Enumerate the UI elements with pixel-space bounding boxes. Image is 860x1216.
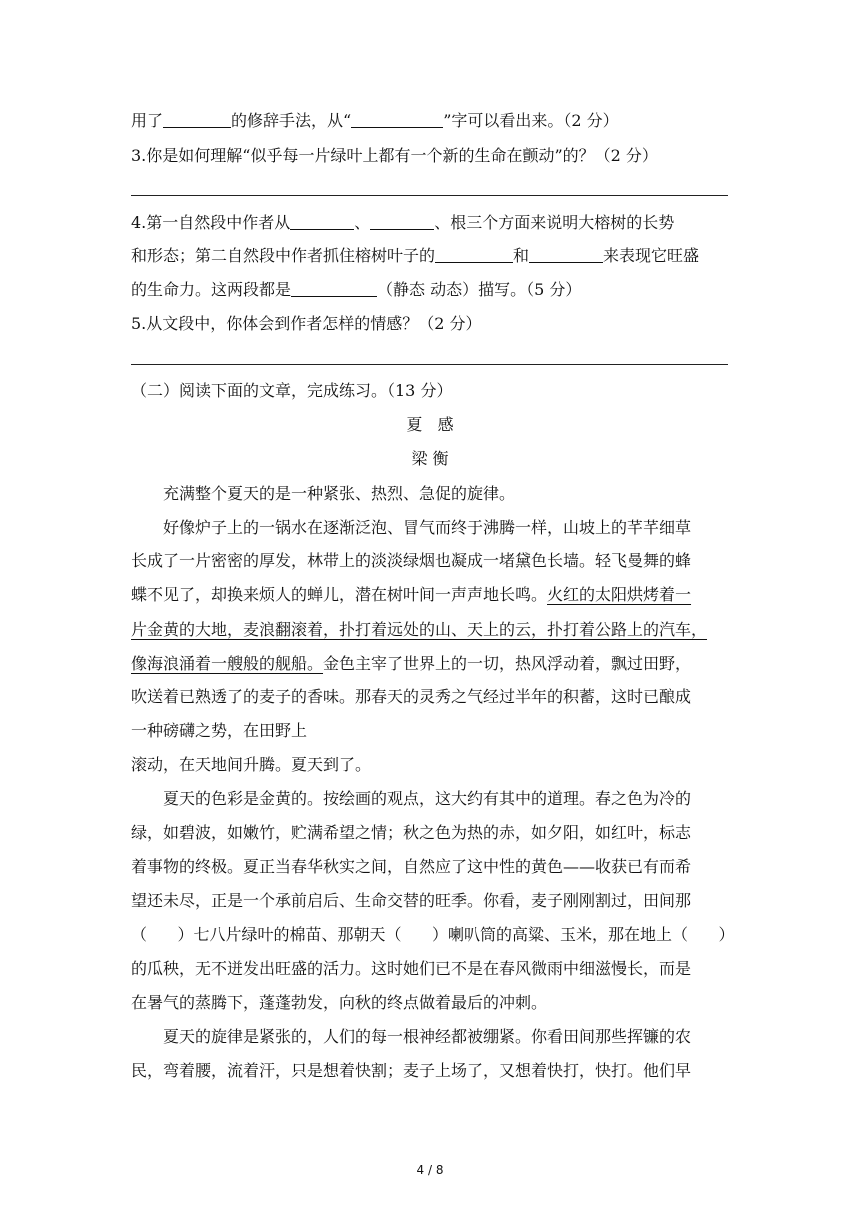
- q2-text-c: ”字可以看出来。（2 分）: [443, 111, 619, 130]
- answer-line-q3[interactable]: [131, 195, 728, 196]
- paragraph-line: 的瓜秧，无不迸发出旺盛的活力。这时她们已不是在春风微雨中细滋慢长，而是: [131, 959, 692, 978]
- q4-text: 来表现它旺盛: [603, 246, 700, 265]
- answer-blank[interactable]: [290, 213, 354, 230]
- paragraph-line: 滚动，在天地间升腾。夏天到了。: [131, 755, 372, 774]
- paragraph-line: 夏天的色彩是金黄的。按绘画的观点，这大约有其中的道理。春之色为冷的: [163, 789, 692, 808]
- q4-text: 、根三个方面来说明大榕树的长势: [434, 213, 675, 232]
- q2-tail-line: [131, 110, 619, 132]
- q4-text: 4.第一自然段中作者从: [131, 213, 291, 232]
- paragraph-line: 在暑气的蒸腾下，蓬蓬勃发，向秋的终点做着最后的冲刺。: [131, 993, 548, 1012]
- underlined-sentence: 片金黄的大地，麦浪翻滚着，扑打着远处的山、天上的云，扑打着公路上的汽车，: [131, 620, 708, 639]
- q4-text: （静态 动态）描写。（5 分）: [377, 280, 582, 299]
- paragraph-line: 民，弯着腰，流着汗，只是想着快割；麦子上场了，又想着快打，快打。他们早: [131, 1061, 692, 1080]
- paragraph-line: 充满整个夏天的是一种紧张、热烈、急促的旋律。: [163, 484, 516, 503]
- underlined-sentence: 像海浪涌着一艘般的舰船。: [131, 654, 324, 673]
- paragraph-line-with-blanks: （ ）七八片绿叶的棉苗、那朝天（ ）喇叭筒的高粱、玉米，那在地上（ ）: [131, 925, 735, 944]
- paragraph-line: 好像炉子上的一锅水在逐渐泛泡、冒气而终于沸腾一样，山坡上的芊芊细草: [163, 518, 692, 537]
- answer-blank[interactable]: [435, 246, 513, 263]
- question-5: 5.从文段中，你体会到作者怎样的情感？（2 分）: [131, 314, 482, 333]
- paragraph-line: [131, 653, 691, 675]
- answer-blank[interactable]: [370, 213, 434, 230]
- paragraph-line: 长成了一片密密的厚发，林带上的淡淡绿烟也凝成一堵黛色长墙。轻飞曼舞的蜂: [131, 551, 692, 570]
- q2-text-a: 用了: [131, 111, 164, 130]
- paragraph-line: [131, 619, 707, 641]
- article-title: 夏 感: [406, 415, 454, 434]
- underlined-sentence: 火红的太阳烘烤着一: [547, 585, 692, 604]
- paragraph-line: 一种磅礴之势，在田野上: [131, 721, 308, 740]
- paragraph-line: 夏天的旋律是紧张的，人们的每一根神经都被绷紧。你看田间那些挥镰的农: [163, 1027, 692, 1046]
- text-span: 蝶不见了，却换来烦人的蝉儿，潜在树叶间一声声地长鸣。: [131, 585, 548, 604]
- q4-text: 和形态；第二自然段中作者抓住榕树叶子的: [131, 246, 436, 265]
- answer-blank[interactable]: [529, 246, 603, 263]
- paragraph-line: 望还未尽，正是一个承前启后、生命交替的旺季。你看，麦子刚刚割过，田间那: [131, 891, 692, 910]
- paragraph-line: [131, 584, 691, 606]
- answer-line-q5[interactable]: [131, 364, 728, 365]
- q4-text: 的生命力。这两段都是: [131, 280, 292, 299]
- paragraph-line: 绿，如碧波，如嫩竹，贮满希望之情；秋之色为热的赤，如夕阳，如红叶，标志: [131, 823, 692, 842]
- paragraph-line: 着事物的终极。夏正当春华秋实之间，自然应了这中性的黄色——收获已有而希: [131, 857, 692, 876]
- page-number: 4 / 8: [416, 1163, 444, 1177]
- answer-blank[interactable]: [163, 111, 231, 128]
- q4-text: 和: [513, 246, 530, 265]
- section-2-heading: （二）阅读下面的文章，完成练习。（13 分）: [131, 381, 453, 400]
- question-4-line-2: [131, 245, 699, 267]
- answer-blank[interactable]: [351, 111, 443, 128]
- q2-text-b: 的修辞手法，从“: [231, 111, 352, 130]
- article-author: 梁 衡: [411, 449, 449, 468]
- question-3: 3.你是如何理解“似乎每一片绿叶上都有一个新的生命在颤动”的？（2 分）: [131, 146, 658, 165]
- paragraph-line: 吹送着已熟透了的麦子的香味。那春天的灵秀之气经过半年的积蓄，这时已酿成: [131, 687, 692, 706]
- answer-blank[interactable]: [291, 280, 377, 297]
- q4-text: 、: [354, 213, 371, 232]
- text-span: 金色主宰了世界上的一切，热风浮动着，飘过田野，: [323, 654, 692, 673]
- question-4-line-1: [131, 212, 674, 234]
- question-4-line-3: [131, 279, 581, 301]
